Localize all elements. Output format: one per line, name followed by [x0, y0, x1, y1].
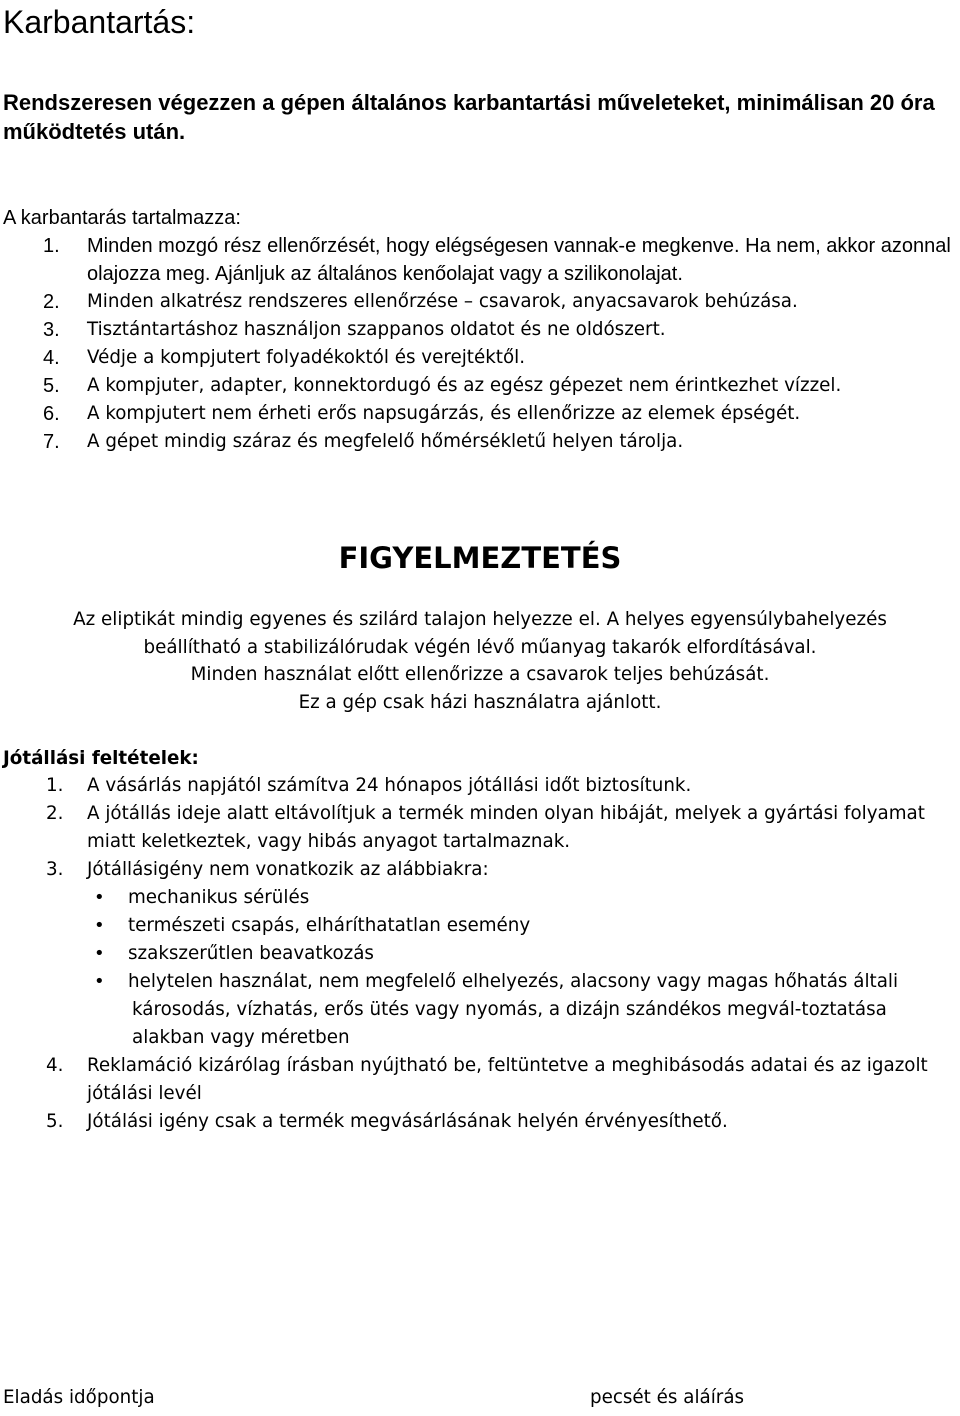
list-item — [0, 288, 960, 316]
exclusion-text: természeti csapás, elháríthatatlan esemény — [128, 915, 531, 936]
list-item — [0, 884, 928, 912]
item-text: Jótállásigény nem vonatkozik az alábbiakra: — [87, 859, 489, 880]
list-item — [0, 772, 947, 800]
item-number: 5. — [46, 1111, 64, 1132]
list-item — [0, 428, 960, 456]
item-text: A jótállás ideje alatt eltávolítjuk a termék minden olyan hibáját, melyek a gyártási folyamat miatt keletkeztek, vagy hibás anyagot tartalmaznak. — [87, 803, 925, 852]
warning-title: FIGYELMEZTETÉS — [338, 541, 622, 575]
item-number: 4. — [43, 347, 60, 369]
bullet-icon: • — [94, 887, 105, 908]
warning-line: Az eliptikát mindig egyenes és szilárd talajon helyezze el. A helyes egyensúlybahelyezés — [73, 609, 887, 630]
item-text: Minden alkatrész rendszeres ellenőrzése – csavarok, anyacsavarok behúzása. — [87, 291, 798, 312]
warning-line: Ez a gép csak házi használatra ajánlott. — [298, 691, 662, 713]
item-text: A vásárlás napjától számítva 24 hónapos jótállási időt biztosítunk. — [87, 775, 692, 796]
list-item — [0, 400, 960, 428]
warning-text — [10, 606, 950, 716]
item-text: A gépet mindig száraz és megfelelő hőmérsékletű helyen tárolja. — [87, 431, 684, 452]
list-item — [0, 1108, 947, 1136]
item-text: A kompjuter, adapter, konnektordugó és az egész gépezet nem érintkezhet vízzel. — [87, 375, 842, 396]
list-item — [0, 232, 960, 288]
sale-date-label: Eladás időpontja — [3, 1387, 155, 1408]
item-number: 1. — [46, 775, 64, 796]
exclusion-text: szakszerűtlen beavatkozás — [128, 943, 374, 964]
list-item — [0, 1052, 947, 1108]
list-item — [0, 912, 928, 940]
exclusion-text: mechanikus sérülés — [128, 887, 310, 908]
maintenance-label: A karbantarás tartalmazza: — [3, 207, 241, 229]
exclusions-list — [87, 884, 947, 1052]
item-text: Reklamáció kizárólag írásban nyújtható be, feltüntetve a meghibásodás adatai és az igazolt jótálási levél — [87, 1055, 928, 1104]
list-item — [0, 940, 928, 968]
item-number: 3. — [46, 859, 64, 880]
item-number: 1. — [43, 235, 60, 257]
item-number: 4. — [46, 1055, 64, 1076]
warning-line: beállítható a stabilizálórudak végén lévő műanyag takarók elfordításával. — [143, 636, 817, 658]
list-item — [0, 968, 928, 1052]
item-number: 2. — [46, 803, 64, 824]
list-item — [0, 372, 960, 400]
warranty-title: Jótállási feltételek: — [3, 748, 199, 769]
list-item — [0, 800, 947, 856]
item-text: Jótálási igény csak a termék megvásárlásának helyén érvényesíthető. — [87, 1111, 728, 1132]
item-text: Minden mozgó rész ellenőrzését, hogy elégségesen vannak-e megkenve. Ha nem, akkor azonnal olajozza meg. Ajánljuk az általános kenőolajat vagy a szilikonolajat. — [87, 235, 951, 285]
warning-line: Minden használat előtt ellenőrizze a csavarok teljes behúzását. — [190, 664, 770, 685]
exclusion-text: helytelen használat, nem megfelelő elhelyezés, alacsony vagy magas hőhatás általi károsodás, vízhatás, erős ütés vagy nyomás, a dizájn szándékos megvál-toztatása alakban vagy méretben — [128, 971, 899, 1048]
item-number: 7. — [43, 431, 60, 453]
item-number: 6. — [43, 403, 60, 425]
bullet-icon: • — [94, 943, 105, 964]
item-text: A kompjutert nem érheti erős napsugárzás, és ellenőrizze az elemek épségét. — [87, 403, 801, 424]
page-title: Karbantartás: — [3, 4, 196, 40]
item-number: 2. — [43, 291, 60, 313]
item-number: 3. — [43, 319, 60, 341]
intro-paragraph: Rendszeresen végezzen a gépen általános karbantartási műveleteket, minimálisan 20 óra működtetés után. — [3, 90, 935, 144]
maintenance-list — [0, 232, 960, 456]
list-item — [0, 344, 960, 372]
item-text: Védje a kompjutert folyadékoktól és verejtéktől. — [87, 347, 526, 368]
item-text: Tisztántartáshoz használjon szappanos oldatot és ne oldószert. — [87, 319, 666, 340]
bullet-icon: • — [94, 915, 105, 936]
warranty-list — [0, 772, 960, 1136]
list-item — [0, 856, 947, 1052]
list-item — [0, 316, 960, 344]
stamp-signature-label: pecsét és aláírás — [590, 1387, 745, 1408]
item-number: 5. — [43, 375, 60, 397]
bullet-icon: • — [94, 971, 105, 992]
